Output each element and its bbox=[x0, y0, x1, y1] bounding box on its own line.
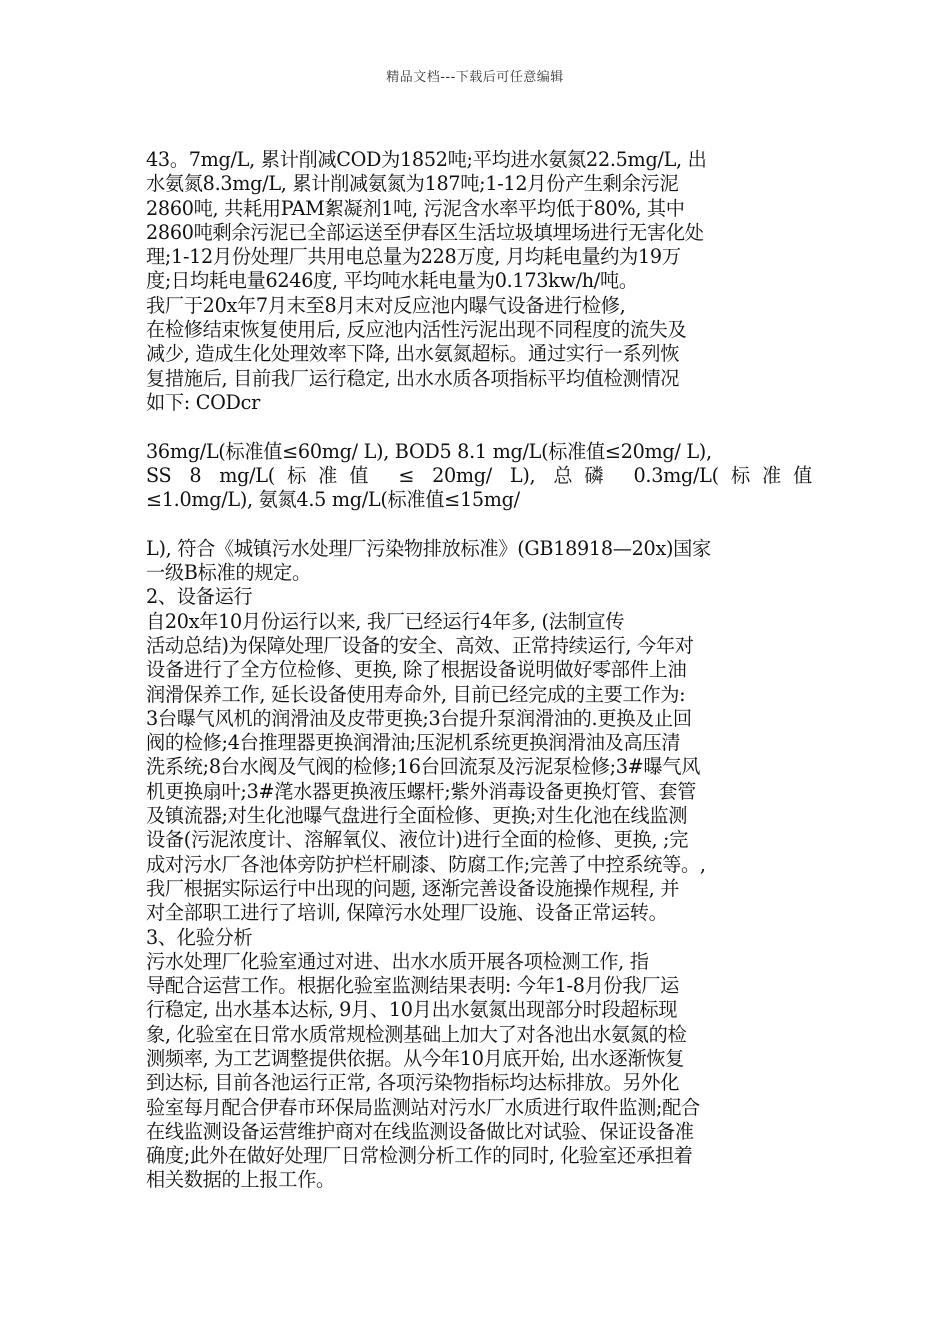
text-line: 洗系统;8台水阀及气阀的检修;16台回流泵及污泥泵检修;3#曝气风 bbox=[146, 755, 701, 779]
text-line: 象, 化验室在日常水质常规检测基础上加大了对各池出水氨氮的检 bbox=[146, 1022, 687, 1046]
text-line: 度;日均耗电量6246度, 平均吨水耗电量为0.173kw/h/吨。 bbox=[146, 269, 638, 293]
text-line: 对全部职工进行了培训, 保障污水处理厂设施、设备正常运转。 bbox=[146, 901, 668, 925]
text-line: 成对污水厂各池体旁防护栏杆刷漆、防腐工作;完善了中控系统等。, bbox=[146, 852, 706, 876]
text-line: 43。7mg/L, 累计削减COD为1852吨;平均进水氨氮22.5mg/L, 出 bbox=[146, 148, 707, 171]
text-line: 3、化验分析 bbox=[146, 925, 253, 949]
text-line: 阀的检修;4台推理器更换润滑油;压泥机系统更换润滑油及高压清 bbox=[146, 731, 681, 755]
text-line: 减少, 造成生化处理效率下降, 出水氨氮超标。通过实行一系列恢 bbox=[146, 342, 680, 366]
text-line: SS 8 mg/L(标准值 ≤ 20mg/ L), 总磷 0.3mg/L(标准值 bbox=[146, 463, 812, 487]
text-line: 验室每月配合伊春市环保局监测站对污水厂水质进行取件监测;配合 bbox=[146, 1095, 700, 1119]
text-line: 污水处理厂化验室通过对进、出水水质开展各项检测工作, 指 bbox=[146, 949, 649, 973]
document-body bbox=[146, 148, 812, 1193]
text-line: 确度;此外在做好处理厂日常检测分析工作的同时, 化验室还承担着 bbox=[146, 1144, 693, 1168]
text-line: 如下: CODcr bbox=[146, 390, 260, 414]
text-line: 行稳定, 出水基本达标, 9月、10月出水氨氮出现部分时段超标现 bbox=[146, 998, 678, 1022]
text-line: 导配合运营工作。根据化验室监测结果表明: 今年1-8月份我厂运 bbox=[146, 974, 680, 998]
text-line: 机更换扇叶;3#滗水器更换液压螺杆;紫外消毒设备更换灯管、套管 bbox=[146, 779, 696, 803]
page-header-note: 精品文档---下载后可任意编辑 bbox=[386, 70, 564, 85]
text-line: 测频率, 为工艺调整提供依据。从今年10月底开始, 出水逐渐恢复 bbox=[146, 1046, 685, 1070]
text-line: 2、设备运行 bbox=[146, 585, 253, 609]
text-line: 一级B标准的规定。 bbox=[146, 561, 311, 585]
text-line: 我厂根据实际运行中出现的问题, 逐渐完善设备设施操作规程, 并 bbox=[146, 876, 680, 900]
text-line: 我厂于20x年7月末至8月末对反应池内曝气设备进行检修, bbox=[146, 293, 626, 317]
text-line: 活动总结)为保障处理厂设备的安全、高效、正常持续运行, 今年对 bbox=[146, 633, 694, 657]
text-line: 自20x年10月份运行以来, 我厂已经运行4年多, (法制宣传 bbox=[146, 609, 625, 633]
text-line: 2860吨, 共耗用PAM絮凝剂1吨, 污泥含水率平均低于80%, 其中 bbox=[146, 196, 685, 220]
text-line: 理;1-12月份处理厂共用电总量为228万度, 月均耗电量约为19万 bbox=[146, 245, 681, 269]
text-line: 相关数据的上报工作。 bbox=[146, 1168, 335, 1192]
text-line: 3台曝气风机的润滑油及皮带更换;3台提升泵润滑油的.更换及止回 bbox=[146, 706, 692, 730]
text-line: 设备(污泥浓度计、溶解氧仪、液位计)进行全面的检修、更换, ;完 bbox=[146, 828, 689, 852]
text-line: 复措施后, 目前我厂运行稳定, 出水水质各项指标平均值检测情况 bbox=[146, 366, 680, 390]
text-line: 2860吨剩余污泥已全部运送至伊春区生活垃圾填埋场进行无害化处 bbox=[146, 220, 704, 244]
text-line: 在检修结束恢复使用后, 反应池内活性污泥出现不同程度的流失及 bbox=[146, 318, 687, 342]
text-line: 到达标, 目前各池运行正常, 各项污染物指标均达标排放。另外化 bbox=[146, 1071, 680, 1095]
text-line: 36mg/L(标准值≤60mg/ L), BOD5 8.1 mg/L(标准值≤20mg/ L), bbox=[146, 439, 712, 463]
text-line: ≤1.0mg/L), 氨氮4.5 mg/L(标准值≤15mg/ bbox=[146, 488, 520, 512]
text-line: 水氨氮8.3mg/L, 累计削减氨氮为187吨;1-12月份产生剩余污泥 bbox=[146, 172, 679, 196]
text-line: 及镇流器;对生化池曝气盘进行全面检修、更换;对生化池在线监测 bbox=[146, 804, 688, 828]
blank-line bbox=[146, 415, 812, 439]
text-line: 设备进行了全方位检修、更换, 除了根据设备说明做好零部件上油 bbox=[146, 658, 687, 682]
text-line: 在线监测设备运营维护商对在线监测设备做比对试验、保证设备准 bbox=[146, 1119, 694, 1143]
text-line: L), 符合《城镇污水处理厂污染物排放标准》(GB18918—20x)国家 bbox=[146, 536, 711, 560]
text-line: 润滑保养工作, 延长设备使用寿命外, 目前已经完成的主要工作为: bbox=[146, 682, 686, 706]
blank-line bbox=[146, 512, 812, 536]
